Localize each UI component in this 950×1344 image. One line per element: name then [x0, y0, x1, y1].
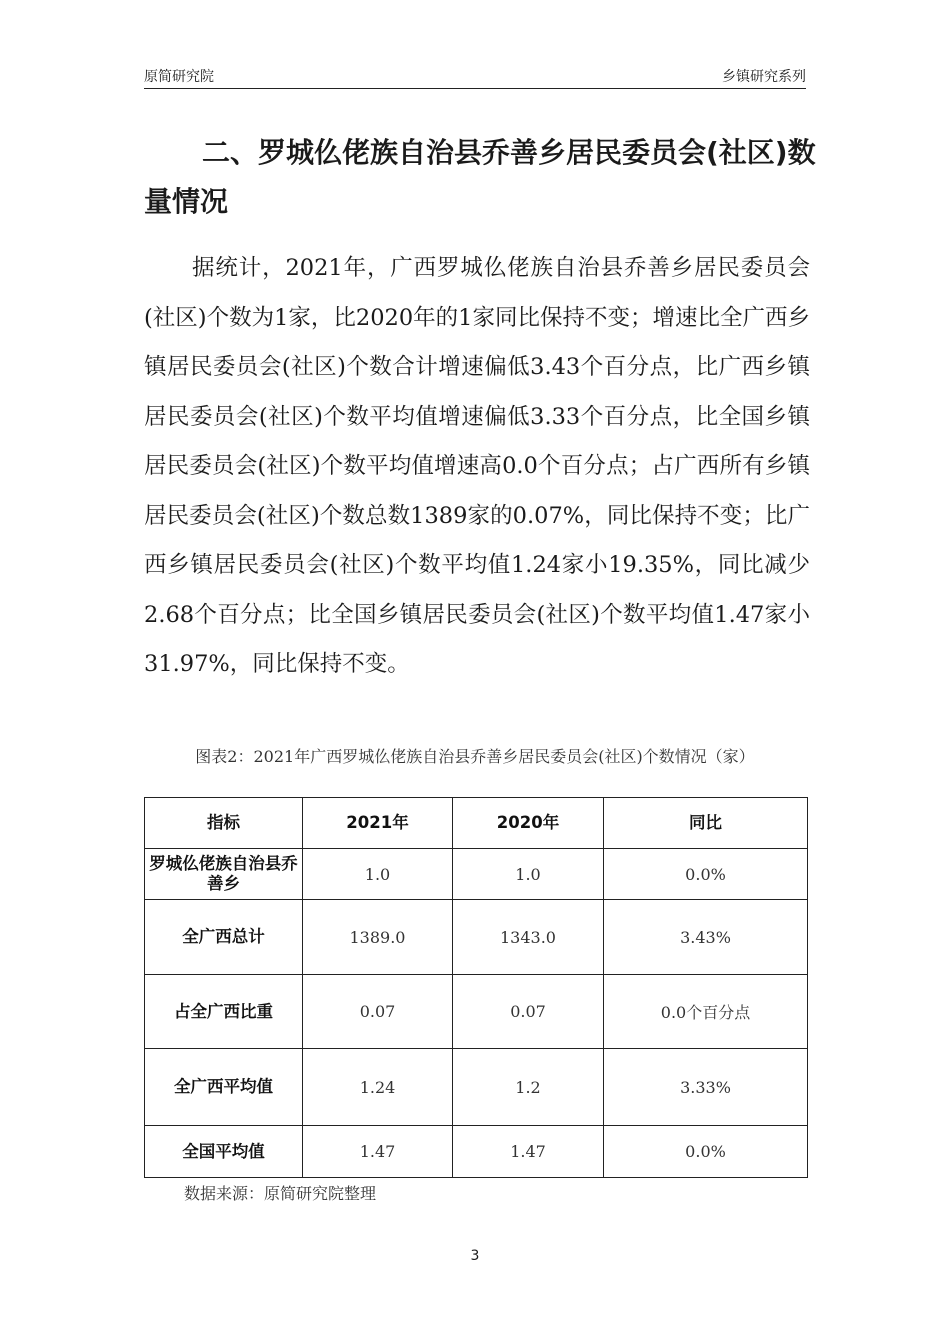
cell-yoy: 0.0个百分点	[604, 975, 808, 1049]
table-row	[145, 849, 808, 900]
cell-2021: 1389.0	[303, 900, 453, 975]
col-header-2021: 2021年	[303, 798, 453, 849]
header-org: 原简研究院	[144, 69, 214, 85]
table-row	[145, 1126, 808, 1178]
cell-2020: 1.2	[453, 1049, 604, 1126]
table-caption: 图表2：2021年广西罗城仫佬族自治县乔善乡居民委员会(社区)个数情况（家）	[195, 747, 755, 766]
cell-2020: 0.07	[453, 975, 604, 1049]
col-header-2020: 2020年	[453, 798, 604, 849]
table-row	[145, 900, 808, 975]
row-label: 全广西平均值	[145, 1049, 303, 1126]
cell-yoy: 3.33%	[604, 1049, 808, 1126]
cell-2021: 1.24	[303, 1049, 453, 1126]
page-number: 3	[470, 1248, 480, 1264]
cell-2020: 1343.0	[453, 900, 604, 975]
row-label: 全国平均值	[145, 1126, 303, 1178]
cell-2021: 1.0	[303, 849, 453, 900]
row-label: 罗城仫佬族自治县乔善乡	[145, 849, 303, 900]
cell-yoy: 0.0%	[604, 1126, 808, 1178]
page-header	[144, 66, 806, 89]
cell-2020: 1.0	[453, 849, 604, 900]
cell-yoy: 0.0%	[604, 849, 808, 900]
cell-yoy: 3.43%	[604, 900, 808, 975]
row-label: 占全广西比重	[145, 975, 303, 1049]
body-paragraph: 据统计，2021年，广西罗城仫佬族自治县乔善乡居民委员会(社区)个数为1家，比2020年的1家同比保持不变；增速比全广西乡镇居民委员会(社区)个数合计增速偏低3.43个百分点，比广西乡镇居民委员会(社区)个数平均值增速偏低3.33个百分点，比全国乡镇居民委员会(社区)个数平均值增速高0.0个百分点；占广西所有乡镇居民委员会(社区)个数总数1389家的0.07%，同比保持不变；比广西乡镇居民委员会(社区)个数平均值1.24家小19.35%，同比减少2.68个百分点；比全国乡镇居民委员会(社区)个数平均值1.47家小31.97%，同比保持不变。	[144, 255, 810, 677]
data-source-note: 数据来源：原简研究院整理	[184, 1184, 377, 1203]
section-title: 二、罗城仫佬族自治县乔善乡居民委员会(社区)数量情况	[144, 136, 816, 218]
cell-2020: 1.47	[453, 1126, 604, 1178]
table-row	[145, 975, 808, 1049]
cell-2021: 1.47	[303, 1126, 453, 1178]
col-header-indicator: 指标	[145, 798, 303, 849]
table-header-row	[145, 798, 808, 849]
header-series: 乡镇研究系列	[722, 69, 806, 85]
cell-2021: 0.07	[303, 975, 453, 1049]
row-label: 全广西总计	[145, 900, 303, 975]
table-row	[145, 1049, 808, 1126]
col-header-yoy: 同比	[604, 798, 808, 849]
data-table	[144, 797, 808, 1178]
